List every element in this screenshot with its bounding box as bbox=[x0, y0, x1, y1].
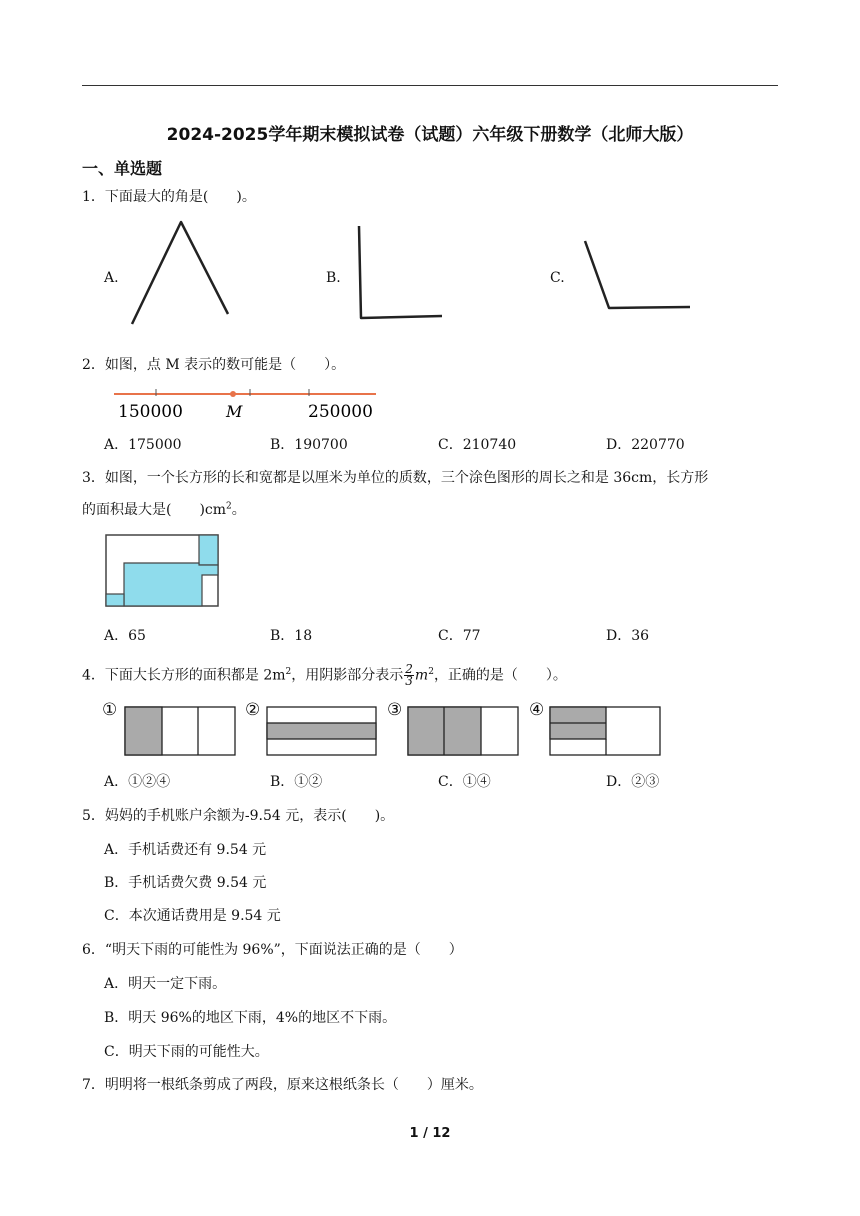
q4-figure-4 bbox=[549, 706, 661, 756]
q1-figure-c-angle bbox=[582, 238, 694, 314]
q2-option-b[interactable]: B．190700 bbox=[270, 437, 348, 453]
q3-option-c[interactable]: C．77 bbox=[438, 628, 481, 644]
question-4: 4．下面大长方形的面积都是 $2m^2$，用阴影部分表示 $\frac{2}{3}$ $m^2$，正确的是（ ）。 bbox=[82, 662, 567, 688]
question-5: 5．妈妈的手机账户余额为-9.54 元，表示( )。 bbox=[82, 808, 395, 824]
q4-figure-label-4: ④ bbox=[529, 700, 545, 720]
fraction-two-thirds: $\frac{2}{3}$ bbox=[405, 662, 413, 688]
question-6: 6．“明天下雨的可能性为 96%”，下面说法正确的是（ ） bbox=[82, 942, 463, 958]
q1-option-b[interactable]: B. bbox=[326, 270, 341, 286]
q2-option-d[interactable]: D．220770 bbox=[606, 437, 685, 453]
question-3-line-1: 3．如图，一个长方形的长和宽都是以厘米为单位的质数，三个涂色图形的周长之和是 36cm，长方形 bbox=[82, 470, 709, 486]
question-3-line-2: 的面积最大是( )$cm^2$。 bbox=[82, 501, 246, 518]
q2-option-c[interactable]: C．210740 bbox=[438, 437, 517, 453]
q1-option-a[interactable]: A. bbox=[104, 270, 119, 286]
q4-figure-3 bbox=[407, 706, 519, 756]
q4-option-b[interactable]: B．①② bbox=[270, 774, 323, 790]
question-7: 7．明明将一根纸条剪成了两段，原来这根纸条长（ ）厘米。 bbox=[82, 1077, 483, 1093]
q2-left-label: 150000 bbox=[118, 402, 183, 422]
section-heading: 一、单选题 bbox=[82, 159, 163, 178]
q3-option-d[interactable]: D．36 bbox=[606, 628, 650, 644]
page-title: 2024-2025学年期末模拟试卷（试题）六年级下册数学（北师大版） bbox=[166, 125, 694, 145]
q5-option-c[interactable]: C．本次通话费用是 9.54 元 bbox=[104, 908, 281, 924]
q3-option-a[interactable]: A．65 bbox=[104, 628, 146, 644]
q5-option-b[interactable]: B．手机话费欠费 9.54 元 bbox=[104, 875, 267, 891]
question-1: 1．下面最大的角是( )。 bbox=[82, 189, 256, 205]
q2-point-label: M bbox=[226, 402, 243, 421]
q4-figure-label-2: ② bbox=[245, 700, 261, 720]
q4-figure-label-3: ③ bbox=[387, 700, 403, 720]
q1-figure-b-angle bbox=[354, 224, 446, 324]
q1-figure-a-angle bbox=[128, 218, 232, 328]
page-number: 1 / 12 bbox=[409, 1126, 451, 1141]
header-rule bbox=[82, 85, 778, 86]
q1-option-c[interactable]: C. bbox=[550, 270, 565, 286]
q6-option-a[interactable]: A．明天一定下雨。 bbox=[104, 976, 227, 992]
q4-figure-1 bbox=[124, 706, 236, 756]
point-m bbox=[230, 391, 236, 397]
q4-figure-label-1: ① bbox=[102, 700, 118, 720]
q4-figure-2 bbox=[266, 706, 377, 756]
question-2: 2．如图，点 M 表示的数可能是（ ）。 bbox=[82, 357, 346, 373]
q6-option-b[interactable]: B．明天 96%的地区下雨，4%的地区不下雨。 bbox=[104, 1010, 397, 1026]
q4-option-c[interactable]: C．①④ bbox=[438, 774, 491, 790]
q2-right-label: 250000 bbox=[308, 402, 373, 422]
q6-option-c[interactable]: C．明天下雨的可能性大。 bbox=[104, 1044, 269, 1060]
q5-option-a[interactable]: A．手机话费还有 9.54 元 bbox=[104, 842, 267, 858]
q4-option-d[interactable]: D．②③ bbox=[606, 774, 660, 790]
q4-option-a[interactable]: A．①②④ bbox=[104, 774, 171, 790]
q2-option-a[interactable]: A．175000 bbox=[104, 437, 182, 453]
q3-option-b[interactable]: B．18 bbox=[270, 628, 313, 644]
q2-number-line bbox=[112, 386, 382, 422]
q3-rectangle-figure bbox=[104, 533, 220, 609]
